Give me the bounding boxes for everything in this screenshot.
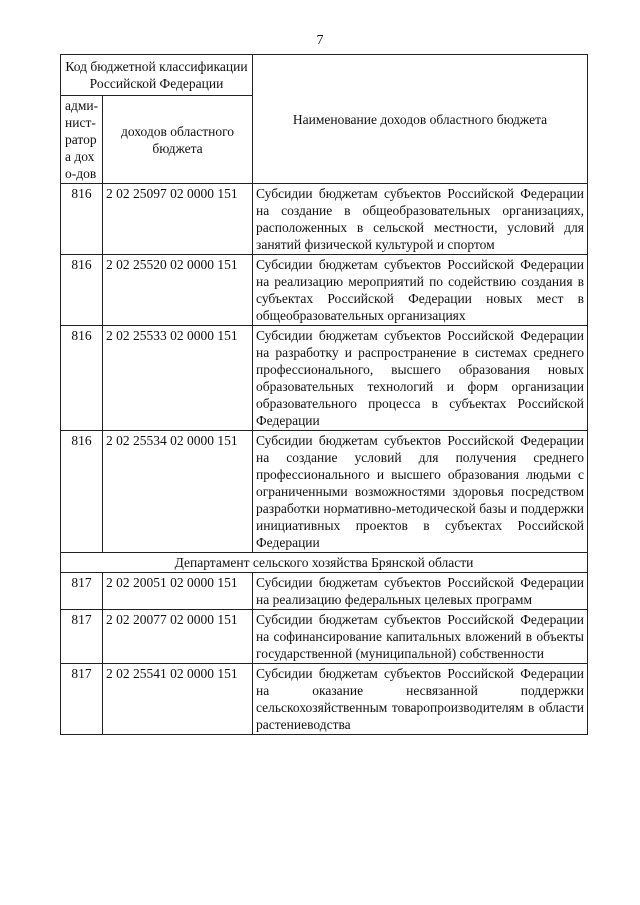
header-admin: адми-нист-ратора дохо-дов — [61, 96, 103, 184]
table-row — [61, 573, 588, 610]
table-row — [61, 255, 588, 326]
admin-code: 816 — [61, 431, 103, 553]
income-code: 2 02 25533 02 0000 151 — [103, 326, 253, 431]
header-income-code: доходов областного бюджета — [103, 96, 253, 184]
income-code: 2 02 25520 02 0000 151 — [103, 255, 253, 326]
admin-code: 817 — [61, 664, 103, 735]
income-name: Субсидии бюджетам субъектов Российской Федерации на создание условий для получения среднего профессионального и высшего образования людьми с ограниченными возможностями здоровья посредством разработки нормативно-методической базы и поддержки инициативных проектов в субъектах Российской Федерации — [253, 431, 588, 553]
budget-table — [60, 54, 588, 735]
income-name: Субсидии бюджетам субъектов Российской Федерации на реализацию федеральных целевых программ — [253, 573, 588, 610]
admin-code: 817 — [61, 573, 103, 610]
header-row-1 — [61, 55, 588, 96]
table-row — [61, 664, 588, 735]
admin-code: 816 — [61, 326, 103, 431]
table-row — [61, 184, 588, 255]
income-name: Субсидии бюджетам субъектов Российской Федерации на софинансирование капитальных вложений в объекты государственной (муниципальной) собственности — [253, 610, 588, 664]
income-name: Субсидии бюджетам субъектов Российской Федерации на оказание несвязанной поддержки сельскохозяйственным товаропроизводителям в области растениеводства — [253, 664, 588, 735]
table-row — [61, 326, 588, 431]
admin-code: 816 — [61, 255, 103, 326]
table-row — [61, 431, 588, 553]
header-classification-code: Код бюджетной классификации Российской Федерации — [61, 55, 253, 96]
page-number: 7 — [316, 33, 324, 48]
department-title: Департамент сельского хозяйства Брянской области — [61, 553, 588, 573]
income-name: Субсидии бюджетам субъектов Российской Федерации на реализацию мероприятий по содействию создания в субъектах Российской Федерации новых мест в общеобразовательных организациях — [253, 255, 588, 326]
department-row — [61, 553, 588, 573]
admin-code: 816 — [61, 184, 103, 255]
income-code: 2 02 20077 02 0000 151 — [103, 610, 253, 664]
table-row — [61, 610, 588, 664]
income-name: Субсидии бюджетам субъектов Российской Федерации на разработку и распространение в системах среднего профессионального, высшего образования новых образовательных технологий и форм организации образовательного процесса в субъектах Российской Федерации — [253, 326, 588, 431]
header-name: Наименование доходов областного бюджета — [253, 55, 588, 184]
admin-code: 817 — [61, 610, 103, 664]
income-code: 2 02 25534 02 0000 151 — [103, 431, 253, 553]
income-code: 2 02 25541 02 0000 151 — [103, 664, 253, 735]
income-code: 2 02 25097 02 0000 151 — [103, 184, 253, 255]
income-code: 2 02 20051 02 0000 151 — [103, 573, 253, 610]
income-name: Субсидии бюджетам субъектов Российской Федерации на создание в общеобразовательных организациях, расположенных в сельской местности, условий для занятий физической культурой и спортом — [253, 184, 588, 255]
